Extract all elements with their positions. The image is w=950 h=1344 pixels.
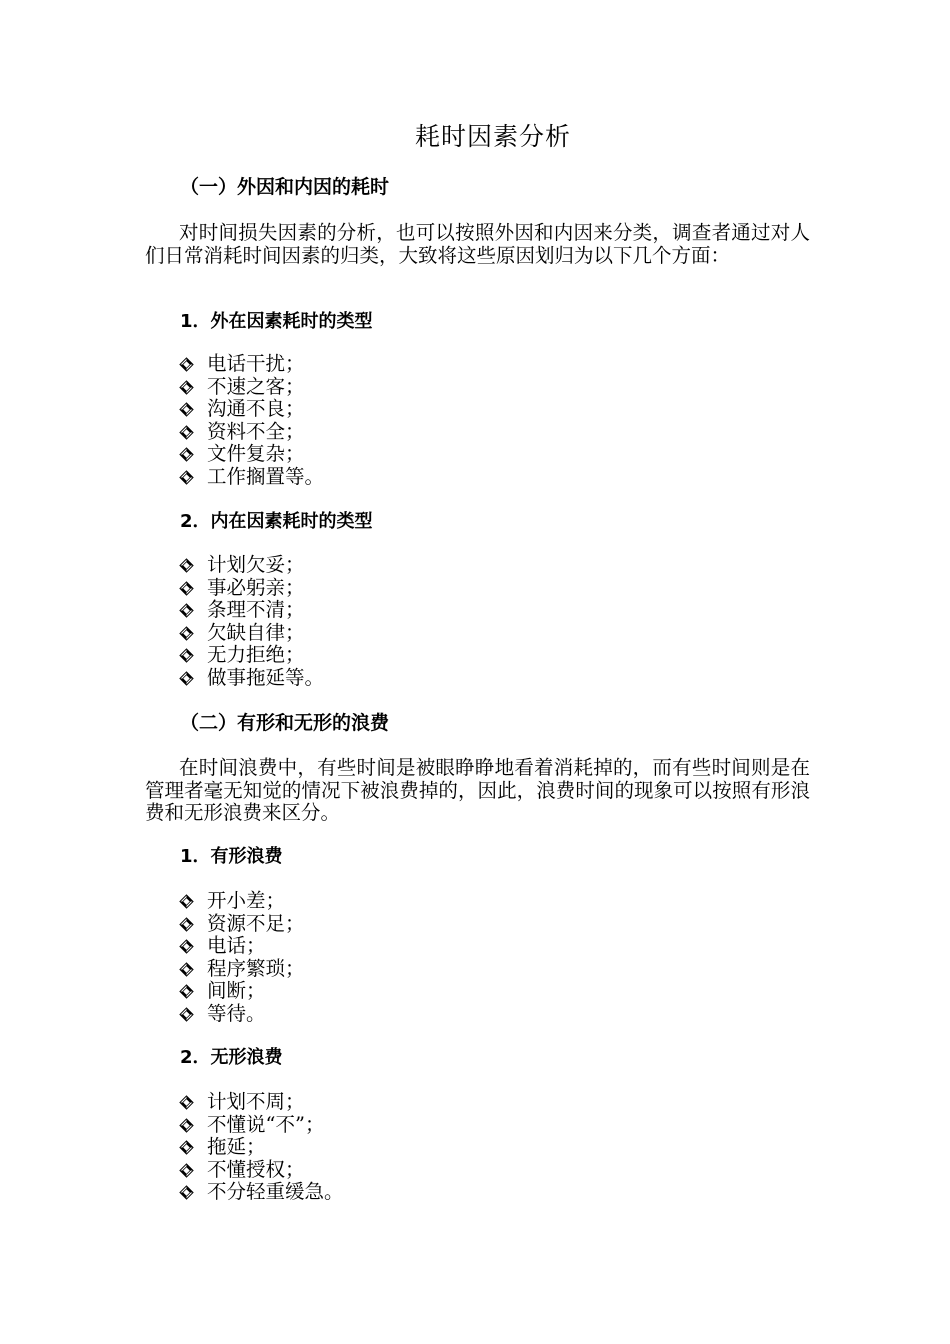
section-1-intro: 对时间损失因素的分析，也可以按照外因和内因来分类，调查者通过对人们日常消耗时间因素的归类，大致将这些原因划归为以下几个方面： bbox=[145, 221, 810, 267]
list-item: 不速之客； bbox=[178, 376, 324, 399]
list-item: 等待。 bbox=[178, 1003, 305, 1026]
list-item: 资料不全； bbox=[178, 421, 324, 444]
diamond-bullet-icon bbox=[179, 603, 194, 618]
list-item: 计划欠妥； bbox=[178, 554, 324, 577]
list-internal-factors bbox=[178, 554, 324, 689]
list-item: 条理不清； bbox=[178, 599, 324, 622]
diamond-bullet-icon bbox=[179, 1185, 194, 1200]
diamond-bullet-icon bbox=[179, 1095, 194, 1110]
list-item: 不懂授权； bbox=[178, 1159, 344, 1182]
diamond-bullet-icon bbox=[179, 425, 194, 440]
list-item: 做事拖延等。 bbox=[178, 667, 324, 690]
section-heading-2: （二）有形和无形的浪费 bbox=[180, 712, 390, 734]
diamond-bullet-icon bbox=[179, 1007, 194, 1022]
subsection-heading-2-1: 1．有形浪费 bbox=[180, 846, 283, 867]
diamond-bullet-icon bbox=[179, 1163, 194, 1178]
list-item: 间断； bbox=[178, 980, 305, 1003]
list-item: 事必躬亲； bbox=[178, 577, 324, 600]
section-2-intro: 在时间浪费中，有些时间是被眼睁睁地看着消耗掉的，而有些时间则是在管理者毫无知觉的情况下被浪费掉的，因此，浪费时间的现象可以按照有形浪费和无形浪费来区分。 bbox=[145, 756, 810, 824]
diamond-bullet-icon bbox=[179, 894, 194, 909]
list-item: 电话； bbox=[178, 935, 305, 958]
list-item: 拖延； bbox=[178, 1136, 344, 1159]
subsection-heading-1-1: 1．外在因素耗时的类型 bbox=[180, 311, 373, 332]
list-item: 不分轻重缓急。 bbox=[178, 1181, 344, 1204]
list-item: 电话干扰； bbox=[178, 353, 324, 376]
diamond-bullet-icon bbox=[179, 1140, 194, 1155]
list-item: 资源不足； bbox=[178, 913, 305, 936]
diamond-bullet-icon bbox=[179, 648, 194, 663]
list-item: 文件复杂； bbox=[178, 443, 324, 466]
subsection-heading-2-2: 2．无形浪费 bbox=[180, 1047, 283, 1068]
list-item: 工作搁置等。 bbox=[178, 466, 324, 489]
list-item: 不懂说“不”； bbox=[178, 1114, 344, 1137]
diamond-bullet-icon bbox=[179, 984, 194, 999]
diamond-bullet-icon bbox=[179, 626, 194, 641]
diamond-bullet-icon bbox=[179, 357, 194, 372]
diamond-bullet-icon bbox=[179, 380, 194, 395]
diamond-bullet-icon bbox=[179, 558, 194, 573]
diamond-bullet-icon bbox=[179, 581, 194, 596]
diamond-bullet-icon bbox=[179, 447, 194, 462]
diamond-bullet-icon bbox=[179, 470, 194, 485]
section-heading-1: （一）外因和内因的耗时 bbox=[180, 176, 390, 198]
diamond-bullet-icon bbox=[179, 671, 194, 686]
diamond-bullet-icon bbox=[179, 917, 194, 932]
list-item: 开小差； bbox=[178, 890, 305, 913]
diamond-bullet-icon bbox=[179, 939, 194, 954]
list-item: 沟通不良； bbox=[178, 398, 324, 421]
diamond-bullet-icon bbox=[179, 1118, 194, 1133]
list-intangible-waste bbox=[178, 1091, 344, 1204]
list-item: 程序繁琐； bbox=[178, 958, 305, 981]
document-title: 耗时因素分析 bbox=[414, 122, 571, 151]
list-item: 计划不周； bbox=[178, 1091, 344, 1114]
diamond-bullet-icon bbox=[179, 402, 194, 417]
list-external-factors bbox=[178, 353, 324, 488]
diamond-bullet-icon bbox=[179, 962, 194, 977]
list-item: 无力拒绝； bbox=[178, 644, 324, 667]
subsection-heading-1-2: 2．内在因素耗时的类型 bbox=[180, 511, 373, 532]
list-item: 欠缺自律； bbox=[178, 622, 324, 645]
list-tangible-waste bbox=[178, 890, 305, 1025]
